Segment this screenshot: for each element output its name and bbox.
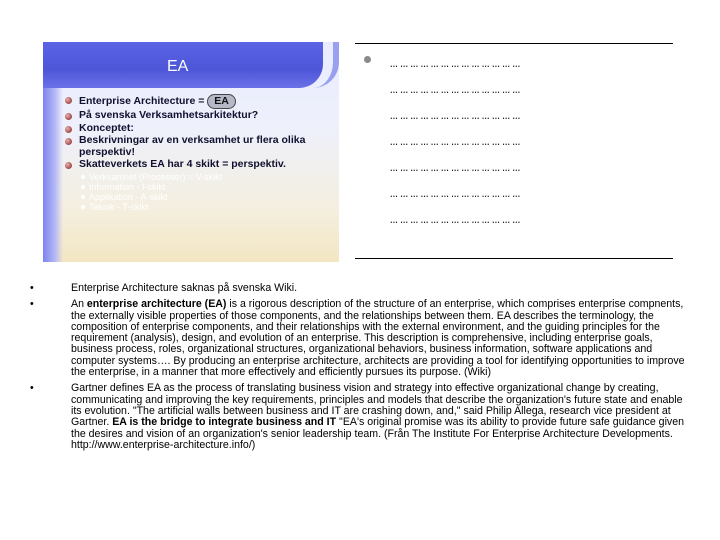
bullet-dot-icon <box>65 113 72 120</box>
notes-dotted-line: ………………………………… <box>390 212 523 227</box>
notes-dotted-line: ………………………………… <box>390 108 523 123</box>
slide-bullet-list <box>63 94 335 212</box>
slide-bullet-text: Beskrivningar av en verksamhet ur flera olika perspektiv! <box>79 134 306 158</box>
body-paragraph <box>30 299 690 378</box>
sub-bullet-dot-icon <box>81 175 85 179</box>
slide-bullet-text: Skatteverkets EA har 4 skikt = perspektiv. <box>79 158 286 170</box>
slide-bullet-text: På svenska Verksamhetsarkitektur? <box>79 109 259 121</box>
bullet-dot-icon <box>65 126 72 133</box>
bullet-icon: • <box>30 282 34 294</box>
slide-thumbnail <box>43 42 339 262</box>
bullet-dot-icon <box>65 138 72 145</box>
slide-bullet <box>63 159 335 171</box>
notes-dotted-lines <box>390 56 523 238</box>
sub-bullet-dot-icon <box>81 205 85 209</box>
slide-bullet <box>63 123 335 135</box>
slide-sub-bullet-text: Applikation - A-skikt <box>89 191 168 202</box>
slide-bullet-text: Konceptet: <box>79 121 134 134</box>
slide-sub-bullet <box>63 202 335 212</box>
slide-banner-edge <box>43 42 339 88</box>
body-text: Gartner defines EA as the process of translating business vision and strategy into effective organizational change by creating, communicating and improving the key requirements, principles and models that describe the organization's future state and enable its evolution. "The artificial walls between business and IT are crashing down, and," said Philip Allega, research vice president at Gartner. <box>71 382 683 429</box>
notes-body <box>30 283 690 456</box>
notes-bottom-rule <box>355 258 673 259</box>
notes-dotted-line: ………………………………… <box>390 160 523 175</box>
slide-bullet <box>63 135 335 158</box>
bullet-icon: • <box>30 298 34 311</box>
slide-bullet <box>63 110 335 122</box>
slide-sub-bullet <box>63 172 335 182</box>
slide-sub-bullet-text: Information - I-skikt <box>89 181 166 192</box>
notes-dotted-line: ………………………………… <box>390 56 523 71</box>
sub-bullet-dot-icon <box>81 185 85 189</box>
slide-sub-bullet <box>63 192 335 202</box>
slide-sub-bullet <box>63 182 335 192</box>
notes-dotted-line: ………………………………… <box>390 134 523 149</box>
body-paragraph <box>30 383 690 451</box>
notes-dotted-line: ………………………………… <box>390 82 523 97</box>
body-text: is a rigorous description of the structure of an enterprise, which comprises enterprise compnents, the externally visible properties of those components, and the relationships between them. EA describes the terminology, the composition of enterprise components, and their relationships with the external environment, and the guiding principles for the requirement (analysis), design, and evolution of an enterprise. This description is comprehensive, including enterprise goals, business process, roles, organizational structures, organizational behaviors, business information, software applications and computer systems…. By producing an enterprise architecture, architects are providing a tool for identifying opportunities to improve the enterprise, in a manner that more effectively and efficiently pursues its purpose. (Wiki) <box>71 298 685 379</box>
body-paragraph <box>30 283 690 294</box>
ea-badge: EA <box>207 94 236 109</box>
notes-bullet-icon <box>364 56 371 63</box>
bullet-dot-icon <box>65 162 72 169</box>
slide-bullet <box>63 94 335 109</box>
bullet-icon: • <box>30 382 34 395</box>
slide-sub-bullet-text: Verksamhet (Processer) = V-skikt <box>89 171 223 182</box>
body-text: An <box>71 298 87 311</box>
slide-left-accent <box>43 88 63 262</box>
body-bold-text: EA is the bridge to integrate business and IT <box>112 416 337 429</box>
sub-bullet-dot-icon <box>81 195 85 199</box>
notes-dotted-line: ………………………………… <box>390 186 523 201</box>
bullet-dot-icon <box>65 97 72 104</box>
slide-bullet-text: Enterprise Architecture = <box>79 95 208 107</box>
body-bold-text: enterprise architecture (EA) <box>86 298 227 311</box>
slide-title: EA <box>167 58 189 75</box>
slide-sub-bullet-text: Teknik - T-skikt <box>89 201 149 212</box>
body-text: "EA's original promise was its ability to provide future safe guidance given the desires and vision of an organization's senior leadership team. (Från The Institute For Enterprise Architecture Developments. http://www.enterprise-architecture.info/) <box>71 416 685 451</box>
body-text: Enterprise Architecture saknas på svenska Wiki. <box>71 282 298 294</box>
notes-top-rule <box>355 43 673 44</box>
